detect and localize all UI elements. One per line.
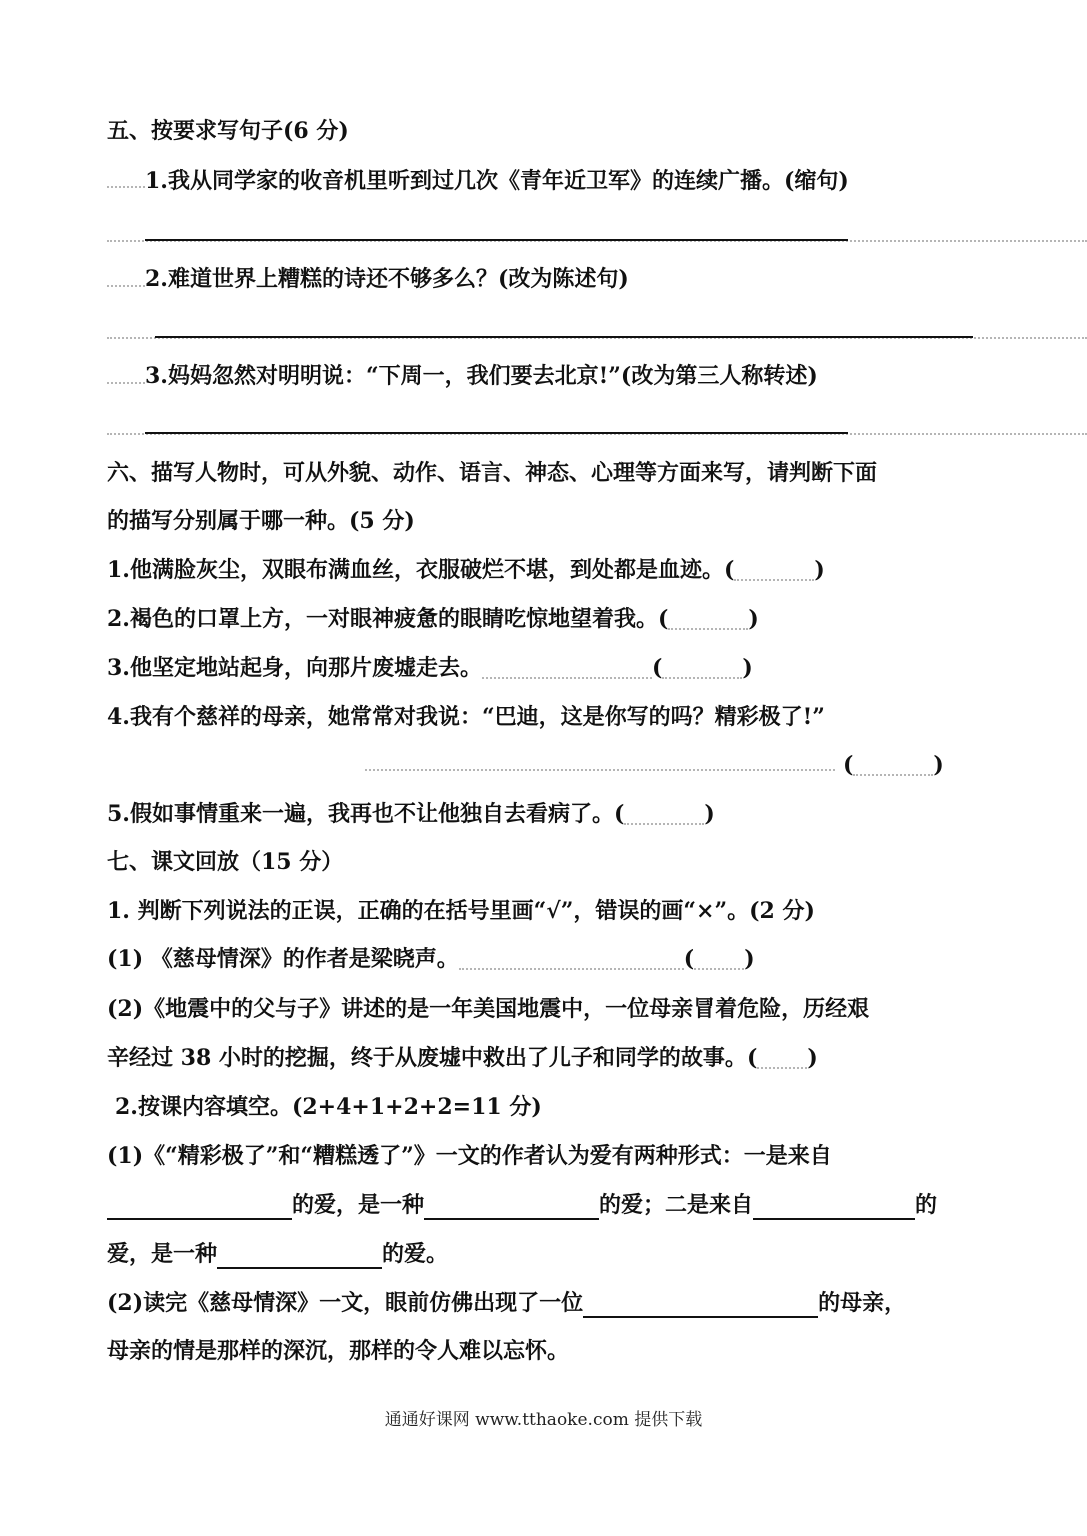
section-6-question-4: 4.我有个慈祥的母亲，她常常对我说：“巴迪，这是你写的吗？精彩极了!” [107, 704, 825, 730]
section-5-title: 五、按要求写句子(6 分) [107, 118, 349, 144]
question-text: 的爱；二是来自 [599, 1192, 754, 1218]
section-7-question-2-1-line-1: (1)《“精彩极了”和“糟糕透了”》一文的作者认为爱有两种形式：一是来自 [107, 1143, 832, 1169]
answer-blank[interactable] [624, 805, 704, 825]
answer-line-2[interactable] [155, 336, 973, 338]
question-text: 的爱。 [382, 1241, 449, 1267]
question-text: 3.他坚定地站起身，向那片废墟走去。 [107, 655, 482, 681]
leader-dots [482, 659, 652, 679]
close-paren: ) [814, 557, 825, 583]
question-text: 5.假如事情重来一遍，我再也不让他独自去看病了。( [107, 801, 625, 827]
question-text: 的 [915, 1192, 938, 1218]
leader-dots [107, 285, 145, 287]
page-footer: 通通好课网 www.tthaoke.com 提供下载 [384, 1410, 703, 1430]
answer-blank[interactable] [853, 756, 933, 776]
section-6-title-line-2: 的描写分别属于哪一种。(5 分) [107, 508, 415, 534]
answer-blank[interactable] [757, 1049, 807, 1069]
answer-blank[interactable] [694, 950, 744, 970]
fill-blank[interactable] [583, 1292, 818, 1318]
leader-dots [107, 382, 145, 384]
section-7-question-1-title: 1. 判断下列说法的正误，正确的在括号里画“√”，错误的画“×”。(2 分) [107, 898, 815, 924]
open-paren: ( [746, 1045, 758, 1071]
fill-blank[interactable] [753, 1194, 915, 1220]
fill-blank[interactable] [217, 1243, 382, 1269]
close-paren: ) [807, 1045, 818, 1071]
answer-blank[interactable] [734, 561, 814, 581]
question-text: 辛经过 38 小时的挖掘，终于从废墟中救出了儿子和同学的故事。 [107, 1045, 747, 1071]
question-text: 的爱，是一种 [292, 1192, 425, 1218]
open-paren: ( [843, 752, 854, 778]
question-text: 爱，是一种 [107, 1241, 218, 1267]
section-5-question-1: 1.我从同学家的收音机里听到过几次《青年近卫军》的连续广播。(缩句) [145, 168, 849, 194]
fill-blank[interactable] [107, 1194, 292, 1220]
section-7-question-2-2-line-2: 母亲的情是那样的深沉，那样的令人难以忘怀。 [107, 1338, 570, 1364]
answer-blank[interactable] [668, 610, 748, 630]
section-7-question-1-1 [107, 944, 755, 974]
fill-blank[interactable] [424, 1194, 599, 1220]
section-6-question-5 [107, 799, 715, 829]
section-6-question-4-answer [843, 750, 944, 780]
open-paren: ( [651, 655, 663, 681]
close-paren: ) [742, 655, 753, 681]
section-7-question-2-2-line-1 [107, 1288, 906, 1318]
section-5-question-3: 3.妈妈忽然对明明说：“下周一，我们要去北京!”(改为第三人称转述) [145, 363, 818, 389]
question-text: 1.他满脸灰尘，双眼布满血丝，衣服破烂不堪，到处都是血迹。( [107, 557, 735, 583]
section-5-question-2: 2.难道世界上糟糕的诗还不够多么？(改为陈述句) [145, 266, 629, 292]
close-paren: ) [933, 752, 944, 778]
section-6-question-3 [107, 653, 753, 683]
section-7-question-1-2-line-1: (2)《地震中的父与子》讲述的是一年美国地震中，一位母亲冒着危险，历经艰 [107, 996, 870, 1022]
section-7-question-2-1-line-3 [107, 1239, 448, 1269]
section-6-question-1 [107, 555, 825, 585]
question-text: 2.褐色的口罩上方，一对眼神疲惫的眼睛吃惊地望着我。( [107, 606, 669, 632]
close-paren: ) [704, 801, 715, 827]
open-paren: ( [683, 946, 695, 972]
answer-blank[interactable] [662, 659, 742, 679]
question-text: (2)读完《慈母情深》一文，眼前仿佛出现了一位 [107, 1290, 584, 1316]
leader-dots [459, 950, 684, 970]
close-paren: ) [744, 946, 755, 972]
section-7-question-1-2-line-2 [107, 1043, 818, 1073]
section-6-title-line-1: 六、描写人物时，可从外貌、动作、语言、神态、心理等方面来写，请判断下面 [107, 460, 878, 486]
question-text: (1) 《慈母情深》的作者是梁晓声。 [107, 946, 459, 972]
section-7-title: 七、课文回放（15 分） [107, 849, 344, 875]
close-paren: ) [748, 606, 759, 632]
section-7-question-2-1-line-2 [107, 1190, 937, 1220]
section-7-question-2-title: 2.按课内容填空。(2+4+1+2+2=11 分) [115, 1094, 542, 1120]
section-6-question-2 [107, 604, 759, 634]
answer-line-1[interactable] [145, 239, 848, 241]
leader-dots [365, 769, 835, 771]
question-text: 的母亲， [818, 1290, 907, 1316]
leader-dots [107, 186, 145, 188]
answer-line-3[interactable] [145, 432, 848, 434]
